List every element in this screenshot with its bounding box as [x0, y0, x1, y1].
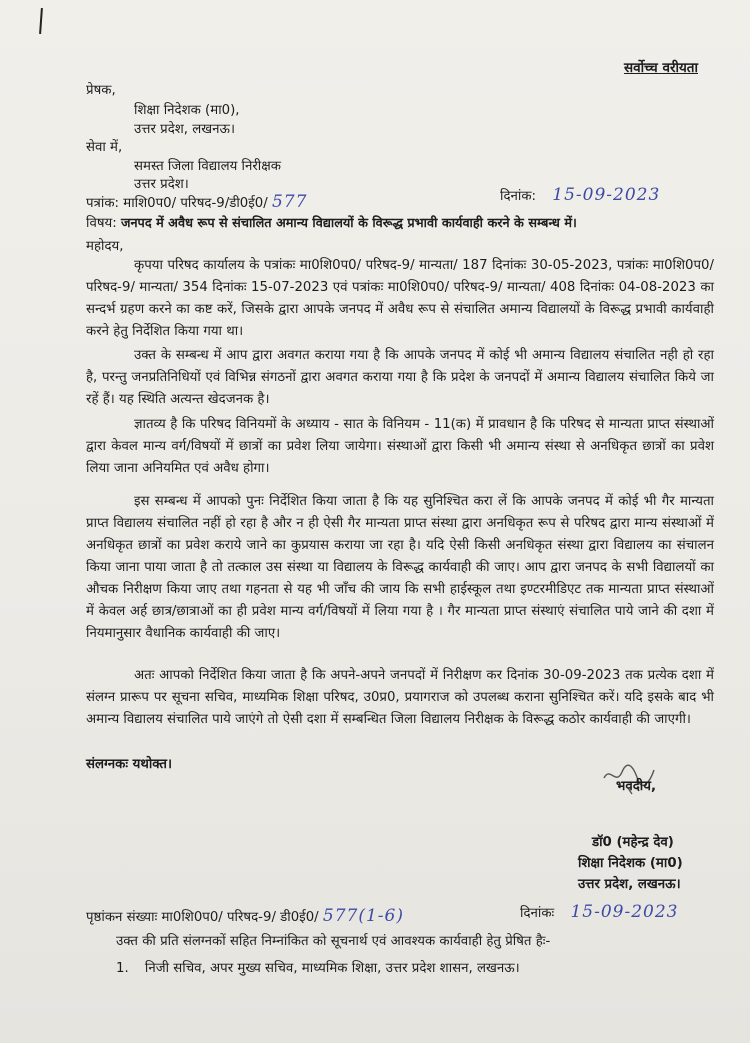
- endorsement-number: [86, 907, 404, 927]
- recipient-line-1: समस्त जिला विद्यालय निरीक्षक: [134, 159, 281, 174]
- letter-date-handwritten: 15-09-2023: [552, 185, 661, 205]
- sender-line-1: शिक्षा निदेशक (मा0),: [134, 103, 240, 118]
- paragraph-5: [86, 665, 714, 731]
- pen-mark: [39, 8, 43, 34]
- paragraph-1-text: कृपया परिषद कार्यालय के पत्रांकः मा0शि0प0/ परिषद-9/ मान्यता/ 187 दिनांकः 30-05-2023, पत्रांकः मा0शि0प0/ परिषद-9/ मान्यता/ 354 दिनांकः 15-07-2023 एवं पत्रांकः मा0शि0प0/ परिषद-9/ मान्यता/ 408 दिनांकः 04-08-2023 का सन्दर्भ ग्रहण करने का कष्ट करें, जिसके द्वारा आपके जनपद में अवैध रूप से संचालित अमान्य विद्यालयों के विरूद्ध प्रभावी कार्यवाही करने हेतु निर्देशित किया गया था।: [86, 258, 714, 339]
- letter-number-handwritten: 577: [271, 192, 308, 212]
- signature-block: [578, 832, 683, 895]
- paragraph-4: [86, 491, 714, 645]
- priority-heading: सर्वोच्च वरीयता: [623, 60, 698, 76]
- recipient-line-2: उत्तर प्रदेश।: [134, 177, 189, 192]
- letter-number: [86, 193, 307, 213]
- endorsement-date-label: दिनांकः: [520, 906, 555, 921]
- sender-line-2: उत्तर प्रदेश, लखनऊ।: [134, 122, 236, 137]
- paragraph-2: [86, 345, 714, 411]
- paragraph-5-text: अतः आपको निर्देशित किया जाता है कि अपने-अपने जनपदों में निरीक्षण कर दिनांक 30-09-2023 तक प्रत्येक दशा में संलग्न प्रारूप पर सूचना सचिव, माध्यमिक शिक्षा परिषद, उ0प्र0, प्रयागराज को उपलब्ध कराना सुनिश्चित करें। यदि इसके बाद भी अमान्य विद्यालय संचालित पाये जाएंगे तो ऐसी दशा में सम्बन्धित जिला विद्यालय निरीक्षक के विरूद्ध कठोर कार्यवाही की जाएगी।: [86, 668, 714, 727]
- paragraph-1: [86, 255, 714, 343]
- paragraph-3-text: ज्ञातव्य है कि परिषद विनियमों के अध्याय - सात के विनियम - 11(क) में प्रावधान है कि परिषद से मान्यता प्राप्त संस्थाओं द्वारा केवल मान्य वर्ग/विषयों में छात्रों का प्रवेश लिया जायेगा। संस्थाओं द्वारा किसी भी अमान्य संस्था से अनधिकृत छात्रों का प्रवेश लिया जाना अनियमित एवं अवैध होगा।: [86, 417, 714, 476]
- paragraph-4-text: इस सम्बन्ध में आपको पुनः निर्देशित किया जाता है कि यह सुनिश्चित करा लें कि आपके जनपद में कोई भी गैर मान्यता प्राप्त विद्यालय संचालित नहीं हो रहा है और न ही ऐसी गैर मान्यता प्राप्त संस्था द्वारा अनधिकृत रूप से परिषद द्वारा मान्य संस्थाओं में अनधिकृत छात्रों का प्रवेश कराये जाने का कुप्रयास कराया जा रहा है। यदि ऐसी किसी अनधिकृत संस्था द्वारा विद्यालय का संचालन किया जाना पाया जाता है तो तत्काल उस संस्था या विद्यालय के विरूद्ध कार्यवाही की जाए। आप द्वारा जनपद के सभी विद्यालयों का औचक निरीक्षण किया जाए तथा गहनता से यह भी जाँच की जाय कि सभी हाईस्कूल तथा इण्टरमीडिएट तक मान्यता प्राप्त संस्थाओं में केवल अर्ह छात्र/छात्राओं का ही प्रवेश मान्य वर्ग/विषयों में लिया गया है । गैर मान्यता प्राप्त संस्थाएं संचालित पाये जाने की दशा में नियमानुसार वैधानिक कार्यवाही की जाए।: [86, 494, 714, 641]
- endorsement-date-handwritten: 15-09-2023: [570, 902, 679, 922]
- copy-item-text: निजी सचिव, अपर मुख्य सचिव, माध्यमिक शिक्षा, उत्तर प्रदेश शासन, लखनऊ।: [144, 961, 520, 976]
- sender-label: प्रेषक,: [86, 83, 116, 98]
- paragraph-3: [86, 414, 714, 480]
- endorsement-date: [520, 903, 678, 923]
- subject-line: [86, 215, 577, 233]
- subject-text: जनपद में अवैध रूप से संचालित अमान्य विद्यालयों के विरूद्ध प्रभावी कार्यवाही करने के सम्बन्ध में।: [120, 216, 577, 231]
- signatory-place: उत्तर प्रदेश, लखनऊ।: [578, 877, 681, 892]
- letter-date-label: दिनांक:: [500, 189, 537, 204]
- paragraph-2-text: उक्त के सम्बन्ध में आप द्वारा अवगत कराया गया है कि आपके जनपद में कोई भी अमान्य विद्यालय संचालित नही हो रहा है, परन्तु जनप्रतिनिधियों एवं विभिन्न संगठनों द्वारा अवगत कराया गया है कि प्रदेश के जनपदों में अमान्य विद्यालय संचालित किये जा रहें हैं। यह स्थिति अत्यन्त खेदजनक है।: [86, 348, 714, 407]
- copy-forward-line: उक्त की प्रति संलग्नकों सहित निम्नांकित को सूचनार्थ एवं आवश्यक कार्यवाही हेतु प्रेषित हैः-: [116, 934, 551, 949]
- endorsement-handwritten: 577(1-6): [322, 906, 404, 926]
- signatory-designation: शिक्षा निदेशक (मा0): [578, 856, 683, 871]
- closing: भवदीय,: [616, 779, 657, 794]
- enclosure-note: संलग्नकः यथोक्त।: [86, 757, 173, 772]
- copy-item-number: 1.: [116, 961, 129, 976]
- letter-date: [500, 186, 660, 206]
- endorsement-label: पृष्ठांकन संख्याः मा0शि0प0/ परिषद-9/ डी0ई0/: [86, 910, 319, 925]
- copy-list-item: [116, 960, 520, 978]
- subject-label: विषय:: [86, 216, 117, 231]
- letter-number-label: पत्रांक: माशि0प0/ परिषद-9/डी0ई0/: [86, 196, 268, 211]
- recipient-label: सेवा में,: [86, 140, 123, 155]
- salutation: महोदय,: [86, 239, 124, 254]
- signatory-name: डॉ0 (महेन्द्र देव): [592, 835, 674, 850]
